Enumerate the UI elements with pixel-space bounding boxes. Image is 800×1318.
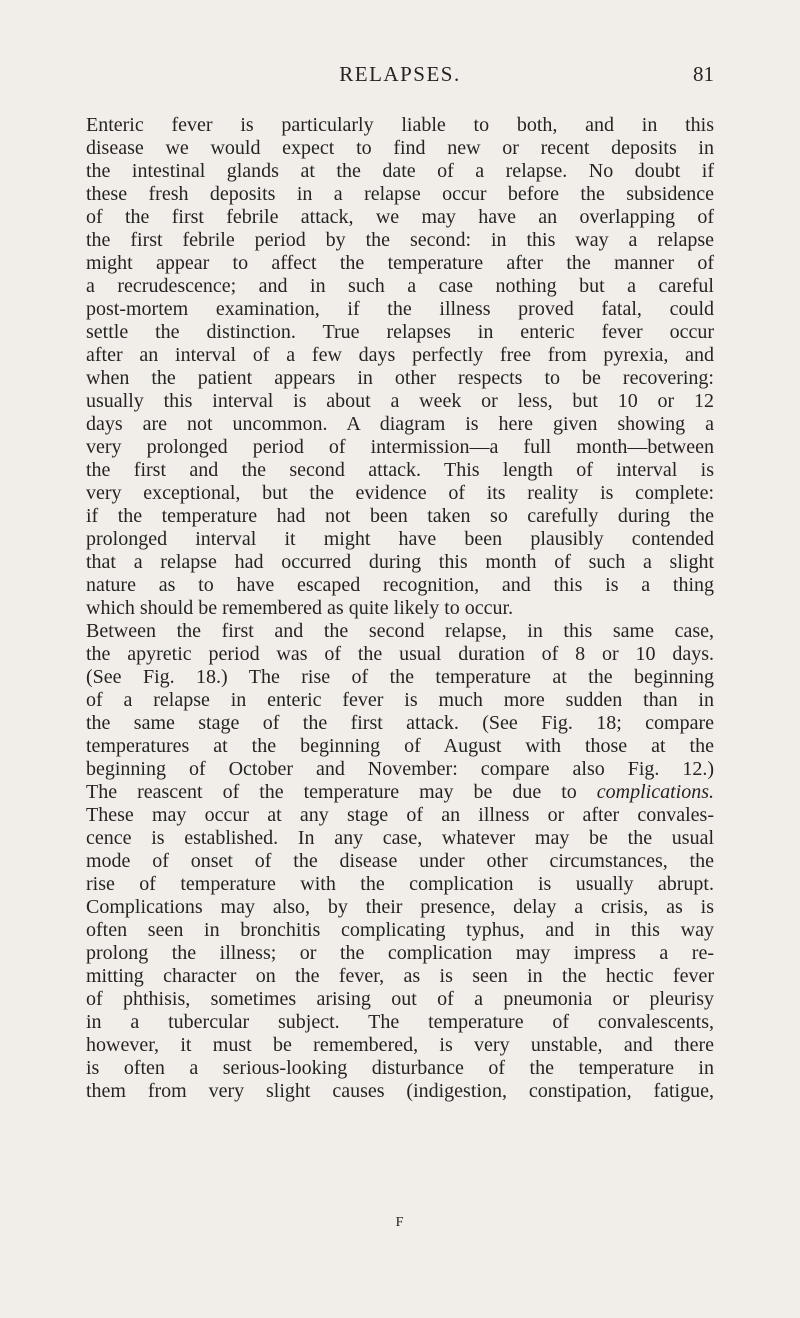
text-line: (See Fig. 18.) The rise of the temperature at the beginning bbox=[86, 666, 714, 688]
text-line: mode of onset of the disease under other circumstances, the bbox=[86, 850, 714, 872]
text-line: the first febrile period by the second: in this way a relapse bbox=[86, 229, 714, 251]
page-number: 81 bbox=[693, 62, 714, 86]
text-line: beginning of October and November: compare also Fig. 12.) bbox=[86, 758, 714, 780]
text-line: the same stage of the first attack. (See Fig. 18; compare bbox=[86, 712, 714, 734]
text-line-with-italic bbox=[86, 781, 714, 804]
text-line: the first and the second attack. This length of interval is bbox=[86, 459, 714, 481]
text-line: temperatures at the beginning of August with those at the bbox=[86, 735, 714, 757]
text-line: these fresh deposits in a relapse occur before the subsidence bbox=[86, 183, 714, 205]
text-line: of phthisis, sometimes arising out of a pneumonia or pleurisy bbox=[86, 988, 714, 1010]
text-line: is often a serious-looking disturbance of the temperature in bbox=[86, 1057, 714, 1079]
text-line: very exceptional, but the evidence of its reality is complete: bbox=[86, 482, 714, 504]
text-line: of a relapse in enteric fever is much more sudden than in bbox=[86, 689, 714, 711]
text-line: post-mortem examination, if the illness proved fatal, could bbox=[86, 298, 714, 320]
text-line: prolonged interval it might have been plausibly contended bbox=[86, 528, 714, 550]
text-line: them from very slight causes (indigestion, constipation, fatigue, bbox=[86, 1080, 714, 1102]
italic-term: complications. bbox=[596, 781, 715, 803]
text-line: that a relapse had occurred during this month of such a slight bbox=[86, 551, 714, 573]
text-line: mitting character on the fever, as is seen in the hectic fever bbox=[86, 965, 714, 987]
text-line: These may occur at any stage of an illness or after convales- bbox=[86, 804, 714, 826]
text-line: might appear to affect the temperature after the manner of bbox=[86, 252, 714, 274]
text-line: often seen in bronchitis complicating typhus, and in this way bbox=[86, 919, 714, 941]
text-line: Between the first and the second relapse, in this same case, bbox=[86, 620, 714, 642]
text-line: when the patient appears in other respects to be recovering: bbox=[86, 367, 714, 389]
text-line: however, it must be remembered, is very unstable, and there bbox=[86, 1034, 714, 1056]
text-line: very prolonged period of intermission—a full month—between bbox=[86, 436, 714, 458]
signature-mark: F bbox=[395, 1215, 405, 1230]
text-line: the intestinal glands at the date of a relapse. No doubt if bbox=[86, 160, 714, 182]
text-line: usually this interval is about a week or less, but 10 or 12 bbox=[86, 390, 714, 412]
text-line: the apyretic period was of the usual duration of 8 or 10 days. bbox=[86, 643, 714, 665]
text-line: nature as to have escaped recognition, and this is a thing bbox=[86, 574, 714, 596]
running-title: RELAPSES. bbox=[339, 62, 461, 86]
text-line: days are not uncommon. A diagram is here given showing a bbox=[86, 413, 714, 435]
text-line: prolong the illness; or the complication may impress a re- bbox=[86, 942, 714, 964]
text-line: of the first febrile attack, we may have an overlapping of bbox=[86, 206, 714, 228]
text-line: Complications may also, by their presence, delay a crisis, as is bbox=[86, 896, 714, 918]
text-line: a recrudescence; and in such a case nothing but a careful bbox=[86, 275, 714, 297]
body-text bbox=[86, 114, 714, 1103]
text-line: after an interval of a few days perfectly free from pyrexia, and bbox=[86, 344, 714, 366]
text-line: Enteric fever is particularly liable to both, and in this bbox=[86, 114, 714, 136]
text-line: which should be remembered as quite likely to occur. bbox=[86, 597, 514, 619]
text-run: The reascent of the temperature may be due to bbox=[86, 781, 577, 803]
text-line: settle the distinction. True relapses in enteric fever occur bbox=[86, 321, 714, 343]
text-line: rise of temperature with the complication is usually abrupt. bbox=[86, 873, 714, 895]
running-head bbox=[0, 62, 800, 92]
text-line: cence is established. In any case, whatever may be the usual bbox=[86, 827, 714, 849]
text-line: in a tubercular subject. The temperature of convalescents, bbox=[86, 1011, 714, 1033]
text-line: if the temperature had not been taken so carefully during the bbox=[86, 505, 714, 527]
text-line: disease we would expect to find new or recent deposits in bbox=[86, 137, 714, 159]
